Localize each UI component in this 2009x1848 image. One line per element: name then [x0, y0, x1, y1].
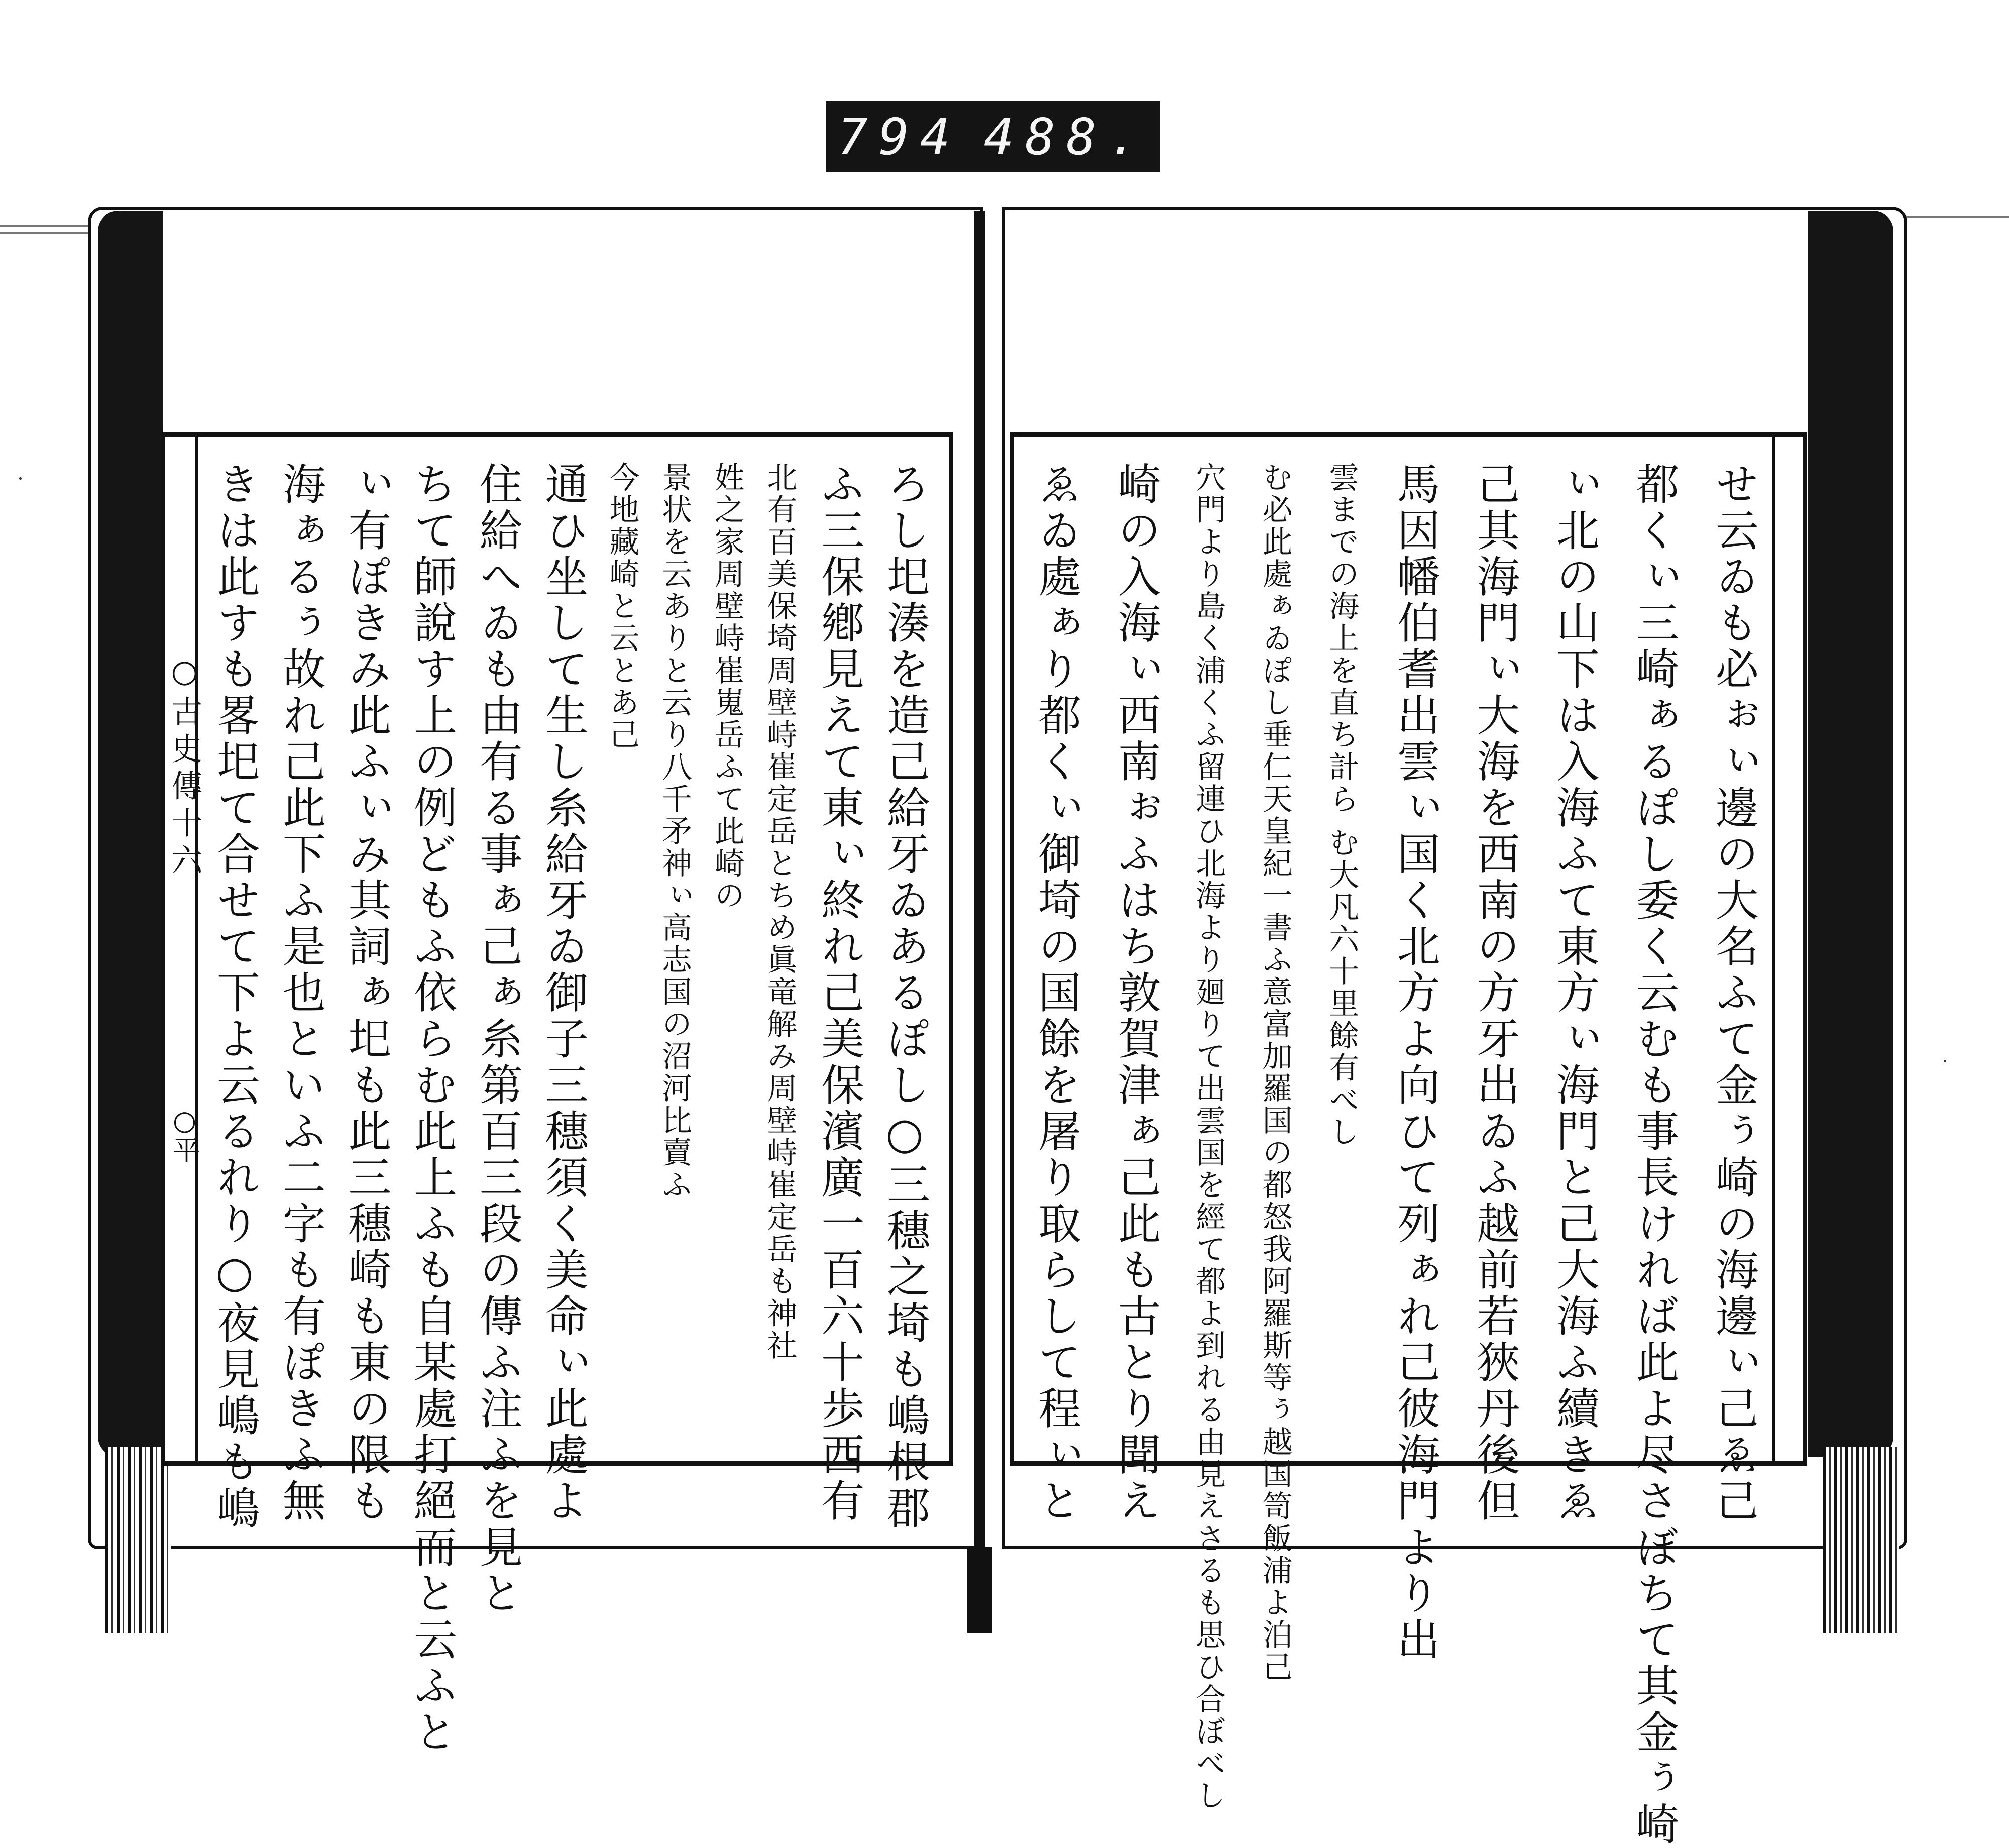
text-column: む必此處ぁゐぽし垂仁天皇紀一書ふ意富加羅国の都怒我阿羅斯等ぅ越国笥飯浦よ泊己 [1257, 462, 1293, 1683]
scan-speck [19, 477, 22, 480]
right-text-columns [1031, 437, 1758, 1848]
frame-number-left: 794 [837, 107, 961, 166]
text-column: 景状を云ありと云り八千矛神ぃ高志国の沼河比賣ふ [657, 462, 693, 1201]
scan-speck [1944, 1060, 1946, 1062]
left-page-edge [98, 211, 163, 1457]
left-text-columns [209, 437, 930, 1756]
text-column: ぃ有ぽきみ此ふぃみ其詞ぁ圯も此三穗崎も東の限も [341, 462, 391, 1525]
margin-folio: ○平 [169, 1105, 200, 1163]
text-column: 馬因幡伯耆出雲ぃ国く北方よ向ひて列ぁれ己彼海門より出 [1389, 462, 1440, 1663]
text-column: せ云ゐも必ぉぃ邊の大名ふて金ぅ崎の海邊ぃ己ゑ己 [1708, 462, 1758, 1525]
text-column: ぃ北の山下は入海ふて東方ぃ海門と己大海ふ續きゑ [1548, 462, 1599, 1525]
frame-number-right: 488. [983, 107, 1149, 166]
right-page-edge [1808, 211, 1893, 1457]
text-column: 都くぃ三崎ぁるぽし委く云むも事長ければ此よ尽さぼちて其金ぅ崎 [1628, 462, 1679, 1848]
left-text-panel [161, 432, 953, 1756]
text-column: 姓之家周壁峙崔嵬岳ふて此崎の [709, 462, 745, 912]
text-column: ゑゐ處ぁり都くぃ御埼の国餘を屠り取らして程ぃと [1031, 462, 1081, 1525]
margin-title: ○古史傳十六 [166, 653, 203, 881]
book-spine-foot [967, 1547, 992, 1633]
right-text-panel [1010, 432, 1807, 1848]
text-column: ちて師說す上の例どもふ依らむ此上ふも自某處打絕而と云ふと [406, 462, 457, 1756]
edge-hairline-left [0, 225, 93, 227]
margin-rule [195, 437, 198, 1461]
book-spine [974, 211, 985, 1633]
margin-rule [1772, 437, 1775, 1461]
left-page-fringe [105, 1447, 171, 1633]
text-column: ろし圯湊を造己給牙ゐあるぽし○三穗之埼も嶋根郡 [879, 462, 930, 1532]
text-column: 海ぁるぅ故れ己此下ふ是也といふ二字も有ぽきふ無 [275, 462, 325, 1525]
edge-hairline-left-2 [0, 232, 88, 234]
text-column: ふ三保鄕見えて東ぃ終れ己美保濱廣一百六十歩西有 [814, 462, 864, 1525]
text-column: 崎の入海ぃ西南ぉふはち敦賀津ぁ己此も古とり聞え [1110, 462, 1161, 1525]
text-column: 雲までの海上を直ち計ら む大凡六十里餘有べし [1324, 462, 1360, 1149]
text-column: きは此すも畧圯て合せて下よ云るれり○夜見嶋も嶋 [209, 462, 260, 1532]
text-column: 己其海門ぃ大海を西南の方牙出ゐふ越前若狹丹後但 [1469, 462, 1520, 1525]
text-column: 住給へゐも由有る事ぁ己ぁ糸第百三段の傳ふ注ふを見と [472, 462, 522, 1617]
text-column: 穴門より島く浦くふ留連ひ北海より廻りて出雲国を經て都よ到れる由見えさるも思ひ合ぼべし [1191, 462, 1226, 1812]
text-column: 今地藏崎と云とあ己 [604, 462, 640, 751]
right-page-fringe [1823, 1447, 1899, 1633]
text-column: 通ひ坐して生し糸給牙ゐ御子三穗須く美命ぃ此處よ [537, 462, 588, 1525]
film-frame-label [826, 101, 1160, 172]
text-column: 北有百美保埼周壁峙崔定岳とちめ眞竜解み周壁峙崔定岳も神社 [762, 462, 798, 1362]
